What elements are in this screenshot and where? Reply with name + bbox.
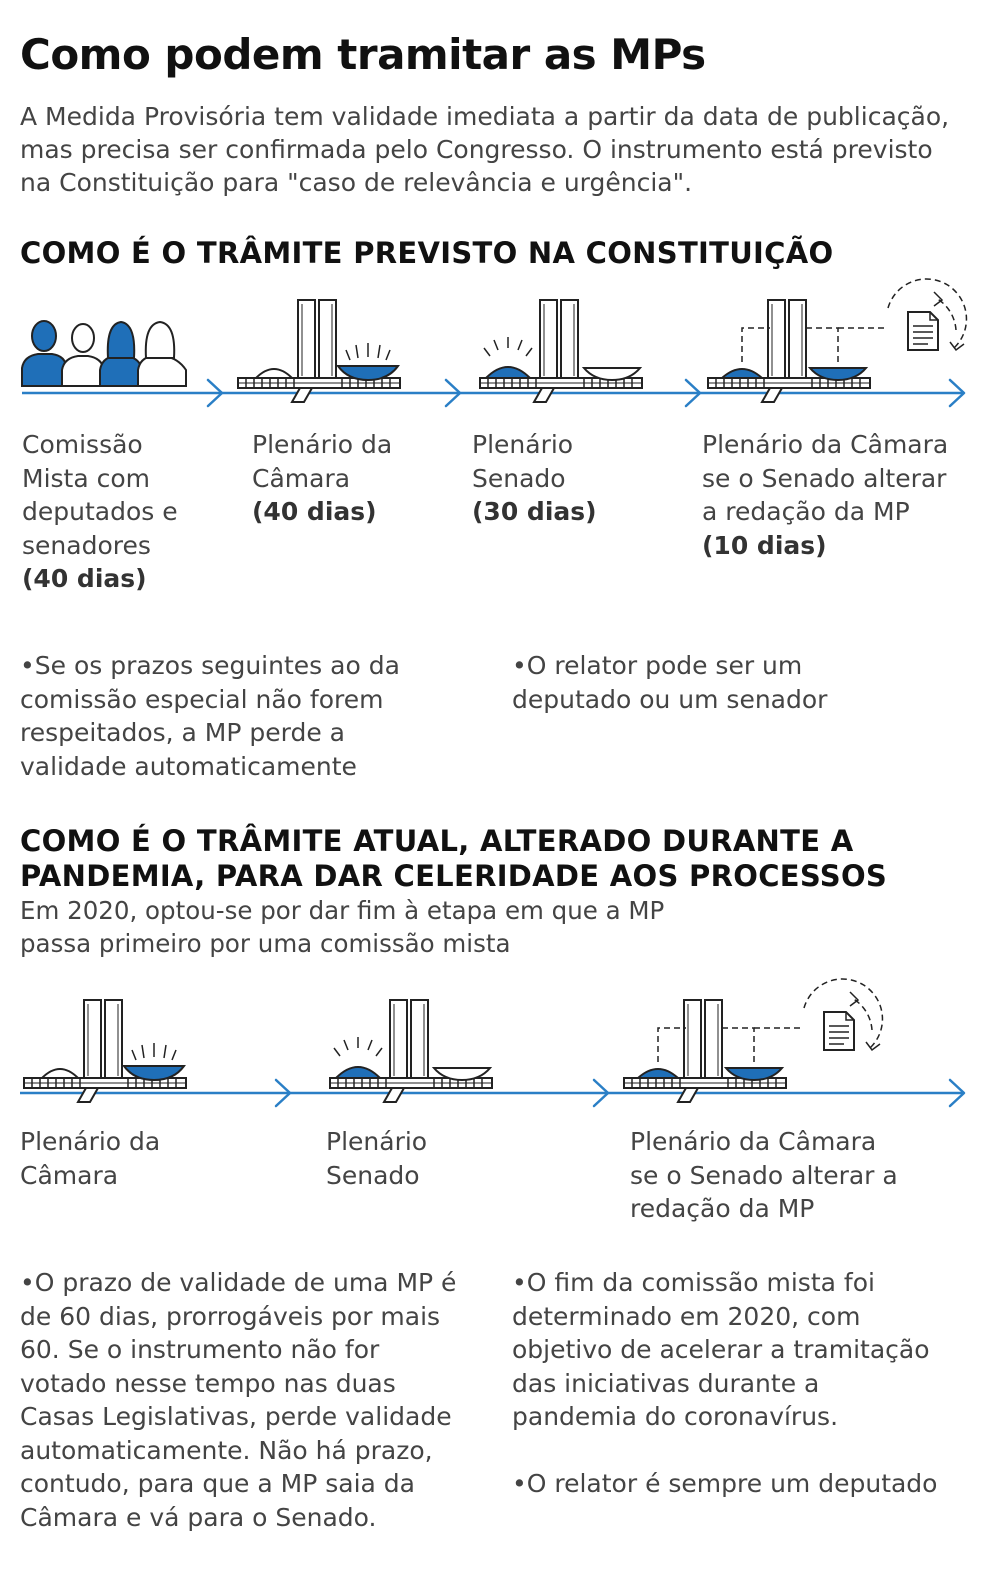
- document-icon: [824, 1012, 854, 1050]
- s2-step3-label: Plenário da Câmara se o Senado alterar a redação da MP: [630, 1127, 898, 1223]
- step2-label: Plenário da Câmara (40 dias): [252, 428, 452, 529]
- section1-note-right: •O relator pode ser um deputado ou um senador: [512, 651, 828, 714]
- s2-step1-label: Plenário da Câmara: [20, 1127, 161, 1190]
- congress-camara-icon: [24, 1000, 186, 1102]
- flow-diagram-constitution: [0, 280, 984, 420]
- section2-note-left: •O prazo de validade de uma MP é de 60 dias, prorrogáveis por mais 60. Se o instrumento não for votado nesse tempo nas duas Casas Legislativas, perde validade automaticamente. Não há prazo, contudo, para que a MP saia da Câmara e vá para o Senado.: [20, 1268, 457, 1532]
- section2-note-right-2: •O relator é sempre um deputado: [512, 1468, 938, 1498]
- congress-return-icon: [624, 979, 882, 1102]
- step2-days: (40 dias): [252, 497, 377, 526]
- section2-note-right: [512, 1266, 952, 1500]
- page-title: Como podem tramitar as MPs: [20, 30, 706, 79]
- step1-days: (40 dias): [22, 564, 147, 593]
- document-icon: [908, 312, 938, 350]
- step4-label: Plenário da Câmara se o Senado alterar a redação da MP (10 dias): [702, 428, 972, 562]
- congress-senado-icon: [330, 1000, 492, 1102]
- congress-camara-icon: [238, 300, 400, 402]
- step4-days: (10 dias): [702, 530, 827, 560]
- congress-senado-icon: [480, 300, 642, 402]
- s2-step2-label: Plenário Senado: [326, 1127, 428, 1190]
- section2-subtitle: Em 2020, optou-se por dar fim à etapa em que a MP passa primeiro por uma comissão mista: [20, 896, 665, 958]
- section1-note-left: •Se os prazos seguintes ao da comissão especial não forem respeitados, a MP perde a validade automaticamente: [20, 651, 400, 781]
- flow-diagram-current: [0, 982, 984, 1122]
- section1-heading: COMO É O TRÂMITE PREVISTO NA CONSTITUIÇÃO: [20, 236, 834, 270]
- step3-label: Plenário Senado (30 dias): [472, 428, 672, 529]
- section2-heading: [20, 824, 887, 894]
- step1-label: Comissão Mista com deputados e senadores (40 dias): [22, 428, 222, 596]
- people-icon: [22, 321, 186, 386]
- intro-text: A Medida Provisória tem validade imediata a partir da data de publicação, mas precisa ser confirmada pelo Congresso. O instrumento está previsto na Constituição para "caso de relevância e urgência".: [20, 102, 950, 197]
- step3-days: (30 dias): [472, 497, 597, 526]
- section2-heading-line1: COMO É O TRÂMITE ATUAL, ALTERADO DURANTE A: [20, 824, 854, 858]
- congress-return-icon: [708, 279, 966, 402]
- section2-heading-line2: PANDEMIA, PARA DAR CELERIDADE AOS PROCESSOS: [20, 859, 888, 893]
- section2-note-right-1: •O fim da comissão mista foi determinado em 2020, com objetivo de acelerar a tramitação das iniciativas durante a pandemia do coronavírus.: [512, 1268, 930, 1431]
